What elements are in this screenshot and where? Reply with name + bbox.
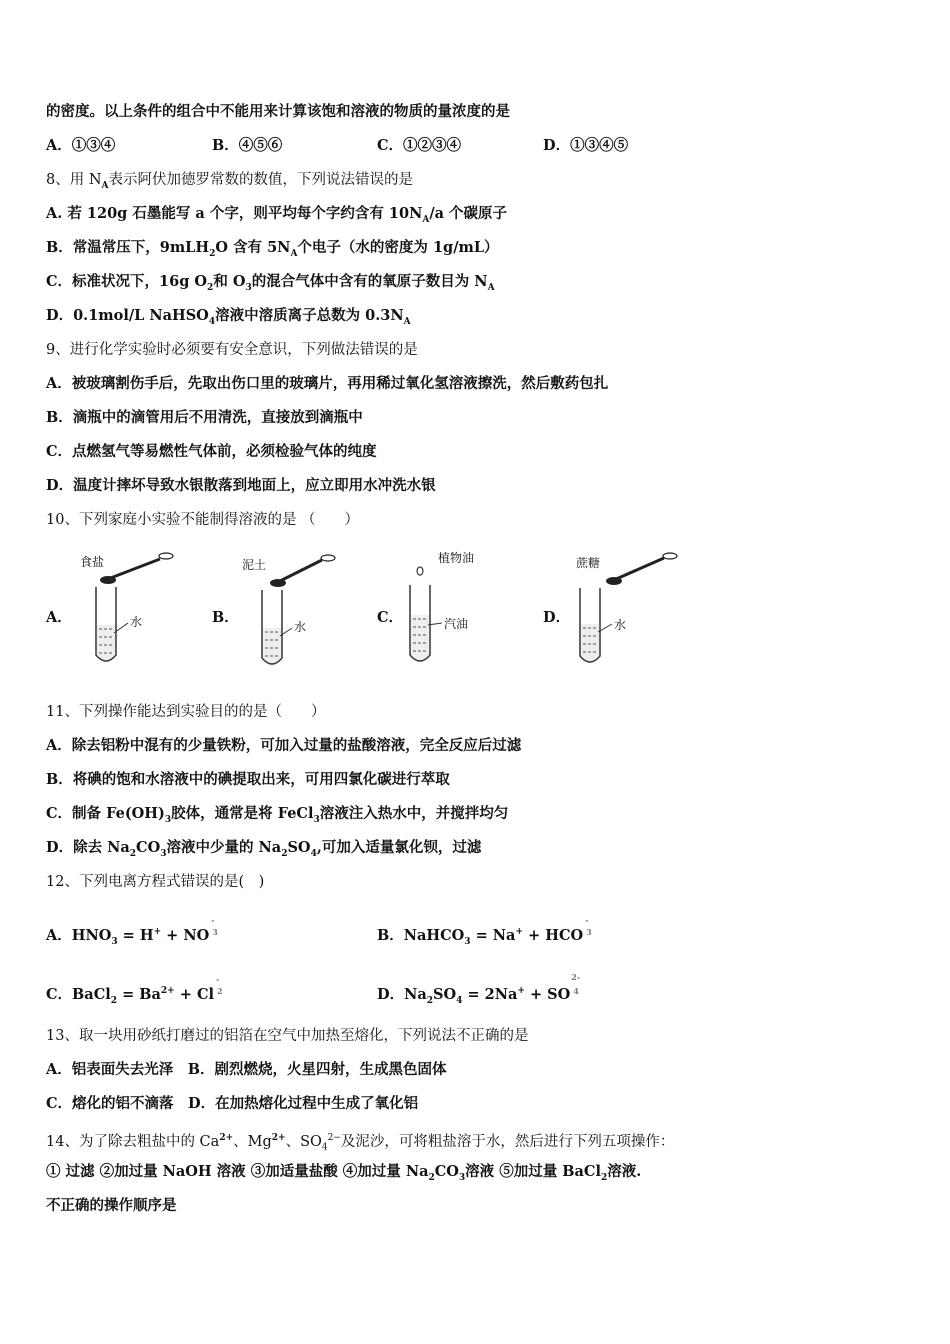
q9-option-b: B．滴瓶中的滴管用后不用清洗，直接放到滴瓶中 (46, 409, 363, 426)
q12-stem: 12、下列电离方程式错误的是( ) (46, 874, 265, 890)
q12-option-b: B．NaHCO$_3$ = Na+ + HCO - 3 (377, 915, 592, 947)
q8-stem: 8、用 $N_A$表示阿伏加德罗常数的数值，下列说法错误的是 (46, 172, 414, 191)
q12-b-ion-charge: - 3 (585, 915, 592, 937)
q14-stem: 14、为了除去粗盐中的 $Ca^{2+}$、$Mg^{2+}$、$SO_4^{2-}$及泥沙，可将粗盐溶于水，然后进行下列五项操作： (46, 1133, 675, 1153)
intro-line: 的密度。以上条件的组合中不能用来计算该饱和溶液的物质的量浓度的是 (46, 103, 510, 120)
q14-operations: ① 过滤 ②加过量 NaOH 溶液 ③加适量盐酸 ④加过量 $Na_2CO_3$溶液 ⑤加过量 BaCl$_2$溶液. (46, 1163, 642, 1183)
q12-d-ion-charge: 2- 4 (571, 972, 581, 996)
q11-option-a: A．除去铝粉中混有的少量铁粉，可加入过量的盐酸溶液，完全反应后过滤 (46, 737, 522, 754)
q10-figure-b-label: B． (212, 609, 239, 626)
q12-option-a: A．$HNO_3 = H^+$ + NO - 3 (46, 915, 218, 947)
q7-option-b: B．④⑤⑥ (212, 137, 283, 154)
q9-option-a: A．被玻璃割伤手后，先取出伤口里的玻璃片，再用稀过氧化氢溶液擦洗，然后敷药包扎 (46, 375, 609, 392)
q10-figure-a-top: 食盐 (80, 555, 105, 569)
q13-options-ab: A．铝表面失去光泽 B．剧烈燃烧，火星四射，生成黑色固体 (46, 1061, 447, 1078)
q7-option-d: D．①③④⑤ (543, 137, 629, 154)
q8-option-a: A. 若 120g 石墨能写 a 个字，则平均每个字约含有 $10N_A/a$ 个碳原子 (46, 205, 508, 225)
q9-stem: 9、进行化学实验时必须要有安全意识，下列做法错误的是 (46, 342, 418, 358)
q12-a-ion-charge: - 3 (211, 915, 218, 937)
q10-figure-d (574, 548, 714, 673)
q7-option-a: A．①③④ (46, 137, 116, 154)
q12-option-c: C．BaCl$_2$ = $Ba^{2+} + Cl$ - 2 (46, 974, 223, 1006)
q10-figure-a-label: A． (46, 609, 72, 626)
q11-stem: 11、下列操作能达到实验目的的是（ ） (46, 704, 326, 720)
q10-figure-a (76, 545, 216, 670)
q7-option-c: C．①②③④ (377, 137, 462, 154)
q12-option-d: D．$Na_2SO_4 = 2Na^+$ + SO 2- 4 (377, 979, 582, 1011)
q10-figure-b (242, 550, 382, 675)
q8-option-b: B．常温常压下，9mLH$_2$O 含有 $5N_A$个电子（水的密度为 1g/mL） (46, 239, 499, 259)
q8-option-d: D．0.1mol/L NaHSO$_4$溶液中溶质离子总数为 $0.3N_A$ (46, 307, 411, 327)
q8-option-c: C．标准状况下，16g $O_2$和 $O_3$的混合气体中含有的氧原子数目为 $N_A$ (46, 273, 495, 293)
q13-stem: 13、取一块用砂纸打磨过的铝箔在空气中加热至熔化，下列说法不正确的是 (46, 1028, 529, 1044)
q10-stem: 10、下列家庭小实验不能制得溶液的是 （ ） (46, 512, 360, 528)
q10-figure-d-top: 蔗糖 (576, 556, 601, 570)
q13-options-cd: C．熔化的铝不滴落 D．在加热熔化过程中生成了氧化铝 (46, 1095, 419, 1112)
q10-figure-a-side: 水 (130, 615, 143, 629)
q9-option-d: D．温度计摔坏导致水银散落到地面上，应立即用水冲洗水银 (46, 477, 436, 494)
q10-figure-c-top: 植物油 (438, 551, 475, 565)
q10-figure-c-label: C． (377, 609, 404, 626)
q10-figure-c-side: 汽油 (444, 617, 469, 631)
q10-figure-c (404, 545, 544, 670)
q10-figure-d-label: D． (543, 609, 571, 626)
q14-question: 不正确的操作顺序是 (46, 1197, 177, 1214)
q11-option-d: D．除去 $Na_2CO_3$溶液中少量的 $Na_2SO_4$,可加入适量氯化钡，过滤 (46, 839, 482, 859)
q10-figure-b-side: 水 (294, 620, 307, 634)
q11-option-b: B．将碘的饱和水溶液中的碘提取出来，可用四氯化碳进行萃取 (46, 771, 450, 788)
q10-figure-b-top: 泥土 (242, 558, 267, 572)
q12-c-ion-charge: - 2 (216, 974, 223, 996)
q11-option-c: C．制备 $Fe(OH)_3$胶体，通常是将 FeCl$_3$溶液注入热水中，并搅拌均匀 (46, 805, 509, 825)
q10-figure-d-side: 水 (614, 618, 627, 632)
q9-option-c: C．点燃氢气等易燃性气体前，必须检验气体的纯度 (46, 443, 377, 460)
